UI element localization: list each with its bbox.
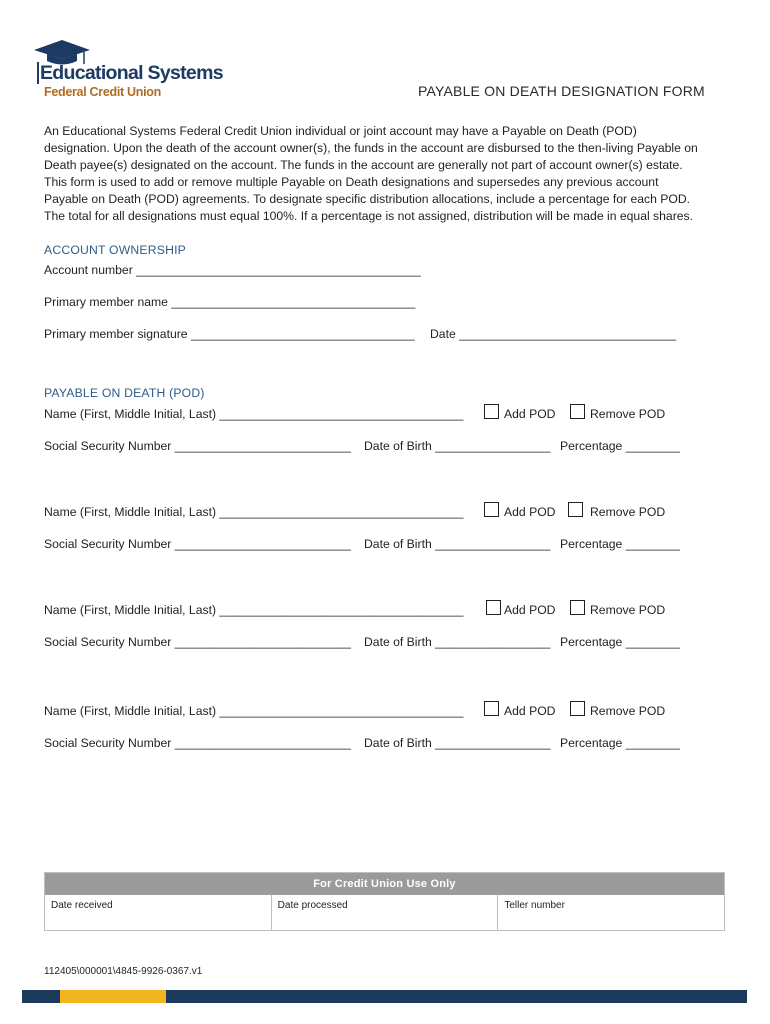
percentage-field[interactable]: Percentage ________ bbox=[560, 635, 680, 649]
percentage-field[interactable]: Percentage ________ bbox=[560, 537, 680, 551]
intro-paragraph bbox=[44, 123, 734, 225]
form-title: PAYABLE ON DEATH DESIGNATION FORM bbox=[418, 83, 705, 99]
percentage-field[interactable]: Percentage ________ bbox=[560, 736, 680, 750]
percentage-field[interactable]: Percentage ________ bbox=[560, 439, 680, 453]
credit-union-logo bbox=[34, 38, 234, 102]
primary-member-signature-field[interactable]: Primary member signature _________________________________ bbox=[44, 327, 415, 341]
intro-line: Death payee(s) designated on the account. The funds in the account are generally not part of account owner(s) estate. bbox=[44, 158, 683, 172]
remove-pod-checkbox[interactable] bbox=[568, 502, 583, 517]
add-pod-label: Add POD bbox=[504, 603, 556, 617]
credit-union-use-header: For Credit Union Use Only bbox=[45, 873, 724, 895]
footer-bar-navy-segment bbox=[22, 990, 60, 1003]
remove-pod-checkbox[interactable] bbox=[570, 600, 585, 615]
date-of-birth-field[interactable]: Date of Birth _________________ bbox=[364, 439, 551, 453]
ssn-field[interactable]: Social Security Number __________________________ bbox=[44, 537, 351, 551]
add-pod-checkbox[interactable] bbox=[484, 502, 499, 517]
remove-pod-label: Remove POD bbox=[590, 704, 666, 718]
intro-line: Payable on Death (POD) agreements. To designate specific distribution allocations, include a percentage for each POD. bbox=[44, 192, 691, 206]
remove-pod-label: Remove POD bbox=[590, 407, 666, 421]
ssn-field[interactable]: Social Security Number __________________________ bbox=[44, 635, 351, 649]
date-processed-cell[interactable]: Date processed bbox=[272, 895, 499, 931]
intro-line: designation. Upon the death of the account owner(s), the funds in the account are disbursed to the then-living Payable on bbox=[44, 141, 698, 155]
logo-name-line1: Educational Systems bbox=[40, 62, 223, 84]
signature-date-field[interactable]: Date ________________________________ bbox=[430, 327, 677, 341]
intro-line: This form is used to add or remove multiple Payable on Death designations and supersedes any previous account bbox=[44, 175, 659, 189]
add-pod-checkbox[interactable] bbox=[484, 404, 499, 419]
teller-number-cell[interactable]: Teller number bbox=[504, 900, 565, 911]
remove-pod-checkbox[interactable] bbox=[570, 701, 585, 716]
remove-pod-label: Remove POD bbox=[590, 505, 666, 519]
pod-heading: PAYABLE ON DEATH (POD) bbox=[44, 386, 205, 400]
add-pod-label: Add POD bbox=[504, 407, 556, 421]
account-ownership-heading: ACCOUNT OWNERSHIP bbox=[44, 243, 186, 257]
footer-bar-gold-segment bbox=[60, 990, 166, 1003]
pod-name-field[interactable]: Name (First, Middle Initial, Last) ____________________________________ bbox=[44, 603, 464, 617]
ssn-field[interactable]: Social Security Number __________________________ bbox=[44, 736, 351, 750]
account-number-field[interactable]: Account number __________________________________________ bbox=[44, 263, 421, 277]
credit-union-use-table bbox=[44, 872, 725, 931]
date-received-cell[interactable]: Date received bbox=[45, 895, 272, 931]
primary-member-name-field[interactable]: Primary member name ____________________________________ bbox=[44, 295, 416, 309]
remove-pod-label: Remove POD bbox=[590, 603, 666, 617]
logo-name-line2: Federal Credit Union bbox=[44, 85, 161, 99]
add-pod-checkbox[interactable] bbox=[484, 701, 499, 716]
add-pod-label: Add POD bbox=[504, 704, 556, 718]
pod-name-field[interactable]: Name (First, Middle Initial, Last) ____________________________________ bbox=[44, 407, 464, 421]
date-of-birth-field[interactable]: Date of Birth _________________ bbox=[364, 635, 551, 649]
intro-line: An Educational Systems Federal Credit Union individual or joint account may have a Payable on Death (POD) bbox=[44, 124, 637, 138]
footer-bar bbox=[22, 990, 747, 1003]
pod-name-field[interactable]: Name (First, Middle Initial, Last) ____________________________________ bbox=[44, 704, 464, 718]
document-id: 112405\000001\4845-9926-0367.v1 bbox=[44, 966, 203, 977]
ssn-field[interactable]: Social Security Number __________________________ bbox=[44, 439, 351, 453]
date-of-birth-field[interactable]: Date of Birth _________________ bbox=[364, 537, 551, 551]
pod-name-field[interactable]: Name (First, Middle Initial, Last) ____________________________________ bbox=[44, 505, 464, 519]
add-pod-checkbox[interactable] bbox=[486, 600, 501, 615]
remove-pod-checkbox[interactable] bbox=[570, 404, 585, 419]
add-pod-label: Add POD bbox=[504, 505, 556, 519]
intro-line: The total for all designations must equal 100%. If a percentage is not assigned, distribution will be made in equal shares. bbox=[44, 209, 694, 223]
date-of-birth-field[interactable]: Date of Birth _________________ bbox=[364, 736, 551, 750]
credit-union-use-row bbox=[45, 895, 724, 931]
